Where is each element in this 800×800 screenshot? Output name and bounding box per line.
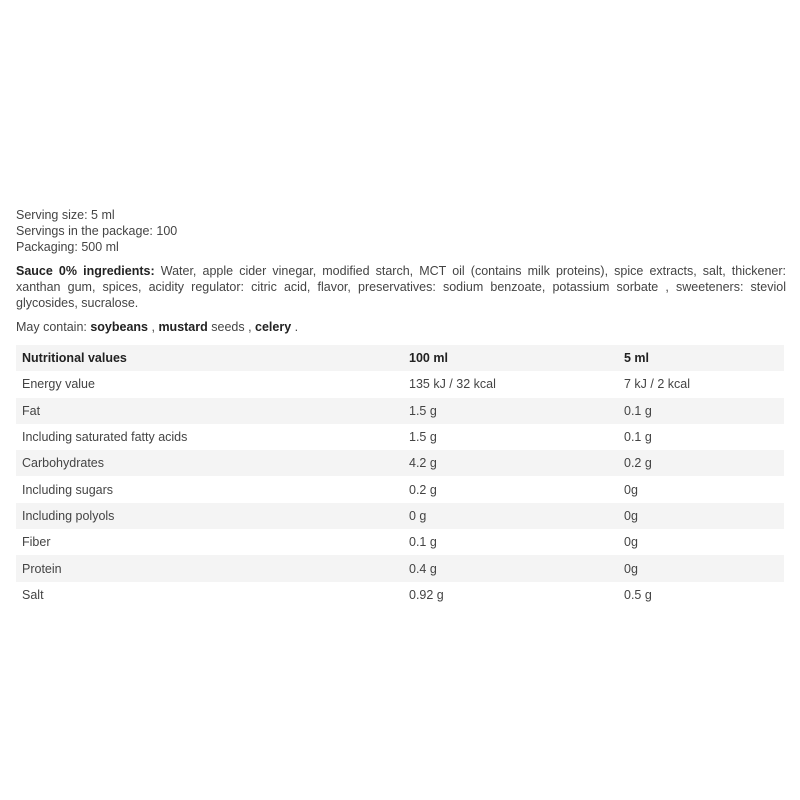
allergens-line: [16, 319, 786, 335]
value-100ml: 135 kJ / 32 kcal: [409, 377, 496, 392]
nutrient-name: Energy value: [22, 377, 95, 392]
table-row: [16, 503, 784, 529]
allergen-mustard: mustard: [158, 320, 208, 334]
table-header-row: [16, 345, 784, 371]
ingredients-label: Sauce 0% ingredients:: [16, 264, 155, 278]
value-5ml: 0.2 g: [624, 456, 652, 471]
nutrient-name: Protein: [22, 561, 62, 576]
nutrition-table: [16, 345, 784, 608]
value-5ml: 0g: [624, 535, 638, 550]
table-row: [16, 476, 784, 502]
table-row: [16, 450, 784, 476]
servings-in-package: Servings in the package: 100: [16, 224, 178, 238]
nutrient-name: Salt: [22, 587, 44, 602]
nutrient-name: Carbohydrates: [22, 456, 104, 471]
allergens-separator: ,: [148, 320, 159, 334]
product-details: [16, 207, 786, 608]
table-row: [16, 582, 784, 608]
table-row: [16, 398, 784, 424]
value-5ml: 0g: [624, 508, 638, 523]
ingredients-text: Water, apple cider vinegar, modified starch, MCT oil (contains milk proteins), spice extracts, salt, thickener: xanthan gum, spices, acidity regulator: citric acid, flavor, preservatives: sodium benzoate, potassium sorbate , sweeteners: steviol glycosides, sucralose.: [16, 264, 786, 310]
header-nutritional-values: Nutritional values: [22, 351, 127, 366]
nutrient-name: Fiber: [22, 535, 51, 550]
value-5ml: 7 kJ / 2 kcal: [624, 377, 690, 392]
value-100ml: 1.5 g: [409, 430, 437, 445]
packaging: Packaging: 500 ml: [16, 240, 119, 254]
value-100ml: 0.2 g: [409, 482, 437, 497]
value-5ml: 0g: [624, 561, 638, 576]
value-100ml: 0 g: [409, 508, 427, 523]
allergen-soybeans: soybeans: [90, 320, 149, 334]
allergens-suffix: .: [291, 320, 299, 334]
allergens-separator: seeds ,: [207, 320, 256, 334]
value-100ml: 4.2 g: [409, 456, 437, 471]
ingredients-paragraph: [16, 263, 786, 311]
table-row: [16, 424, 784, 450]
header-100ml: 100 ml: [409, 351, 448, 366]
value-5ml: 0.1 g: [624, 430, 652, 445]
value-100ml: 1.5 g: [409, 403, 437, 418]
value-100ml: 0.1 g: [409, 535, 437, 550]
value-5ml: 0g: [624, 482, 638, 497]
nutrient-name: Including sugars: [22, 482, 114, 497]
table-row: [16, 555, 784, 581]
value-100ml: 0.92 g: [409, 587, 444, 602]
allergens-prefix: May contain:: [16, 320, 91, 334]
nutrient-name: Including saturated fatty acids: [22, 430, 188, 445]
nutrient-name: Including polyols: [22, 508, 115, 523]
table-row: [16, 529, 784, 555]
allergen-celery: celery: [255, 320, 292, 334]
nutrient-name: Fat: [22, 403, 41, 418]
value-5ml: 0.5 g: [624, 587, 652, 602]
serving-size: Serving size: 5 ml: [16, 208, 115, 222]
table-row: [16, 371, 784, 397]
value-100ml: 0.4 g: [409, 561, 437, 576]
value-5ml: 0.1 g: [624, 403, 652, 418]
header-5ml: 5 ml: [624, 351, 650, 366]
